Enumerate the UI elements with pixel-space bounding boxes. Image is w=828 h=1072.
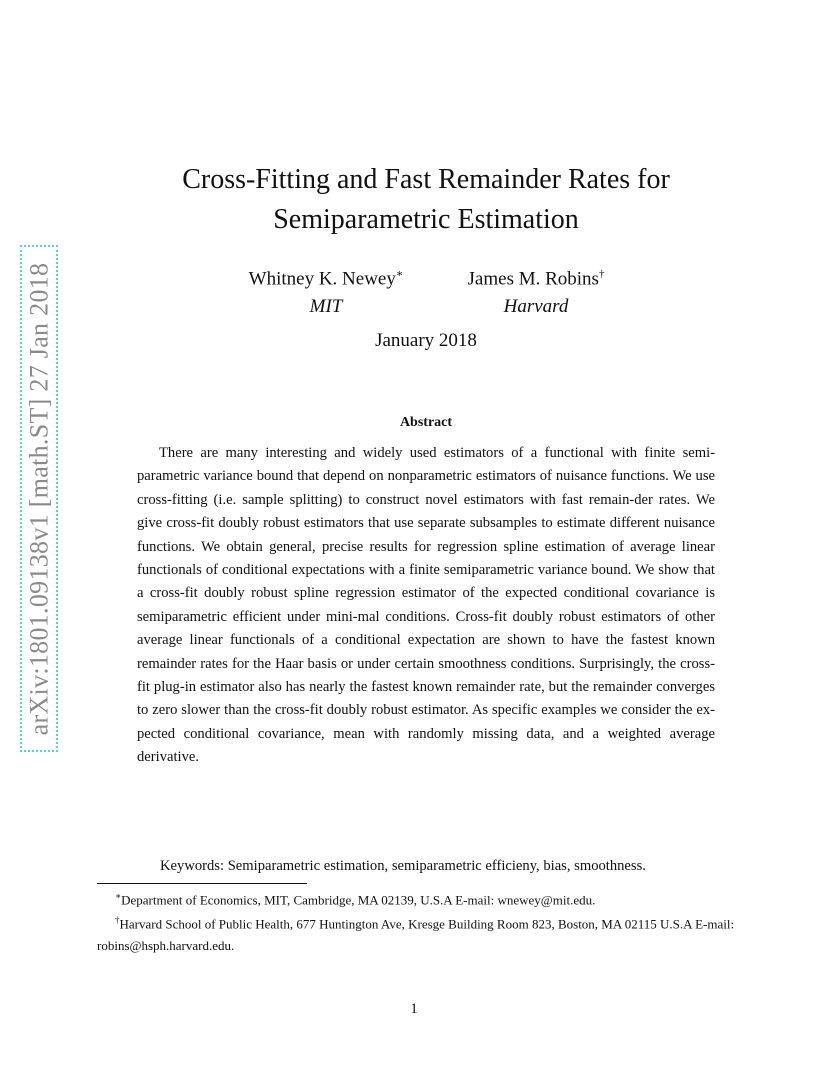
author-name: James M. Robins xyxy=(467,268,599,290)
arxiv-identifier: arXiv:1801.09138v1 [math.ST] 27 Jan 2018 xyxy=(24,262,54,735)
author-footnote-mark: ∗ xyxy=(395,268,404,280)
footnotes xyxy=(97,886,757,956)
footnote-text: Department of Economics, MIT, Cambridge, MA 02139, U.S.A E-mail: wnewey@mit.edu. xyxy=(121,892,596,908)
footnote-mark: ∗ xyxy=(115,891,122,901)
author-footnote-mark: † xyxy=(598,268,605,280)
abstract-body: There are many interesting and widely used estimators of a functional with finite semi-parametric variance bound that depend on nonparametric estimators of nuisance functions. We use cross-fitting (i.e. sample splitting) to construct novel estimators with fast remain-der rates. We give cross-fit doubly robust estimators that use separate subsamples to estimate different nuisance functions. We obtain general, precise results for regression spline estimation of average linear functionals of conditional expectations with a finite semiparametric variance bound. We show that a cross-fit doubly robust spline regression estimator of the expected conditional covariance is semiparametric efficient under mini-mal conditions. Cross-fit doubly robust estimators of other average linear functionals of a conditional expectation are shown to have the fastest known remainder rates for the Haar basis or under certain smoothness conditions. Surprisingly, the cross-fit plug-in estimator also has nearly the fastest known remainder rate, but the remainder converges to zero slower than the cross-fit doubly robust estimator. As specific examples we consider the ex-pected conditional covariance, mean with randomly missing data, and a weighted average derivative. xyxy=(137,445,715,766)
footnote-rule xyxy=(97,883,307,884)
footnote-newey xyxy=(97,886,757,910)
paper-title xyxy=(120,160,732,240)
arxiv-stamp xyxy=(20,245,58,752)
page-number: 1 xyxy=(410,1001,418,1017)
footnote-text: Harvard School of Public Health, 677 Huntington Ave, Kresge Building Room 823, Boston, MA 02115 U.S.A E-mail: robins@hsph.harvard.edu. xyxy=(97,916,735,953)
paper-date: January 2018 xyxy=(375,330,477,351)
author-name: Whitney K. Newey xyxy=(248,268,396,290)
footnote-mark: † xyxy=(115,915,120,926)
title-line-2: Semiparametric Estimation xyxy=(273,204,579,235)
author-affiliation: Harvard xyxy=(503,296,569,318)
footnote-robins xyxy=(97,910,757,955)
abstract-heading: Abstract xyxy=(399,415,453,430)
keywords: Keywords: Semiparametric estimation, semiparametric efficieny, bias, smoothness. xyxy=(160,858,646,874)
author-newey xyxy=(226,260,426,321)
author-robins xyxy=(436,260,636,321)
title-line-1: Cross-Fitting and Fast Remainder Rates for xyxy=(182,164,670,195)
author-affiliation: MIT xyxy=(309,296,343,318)
